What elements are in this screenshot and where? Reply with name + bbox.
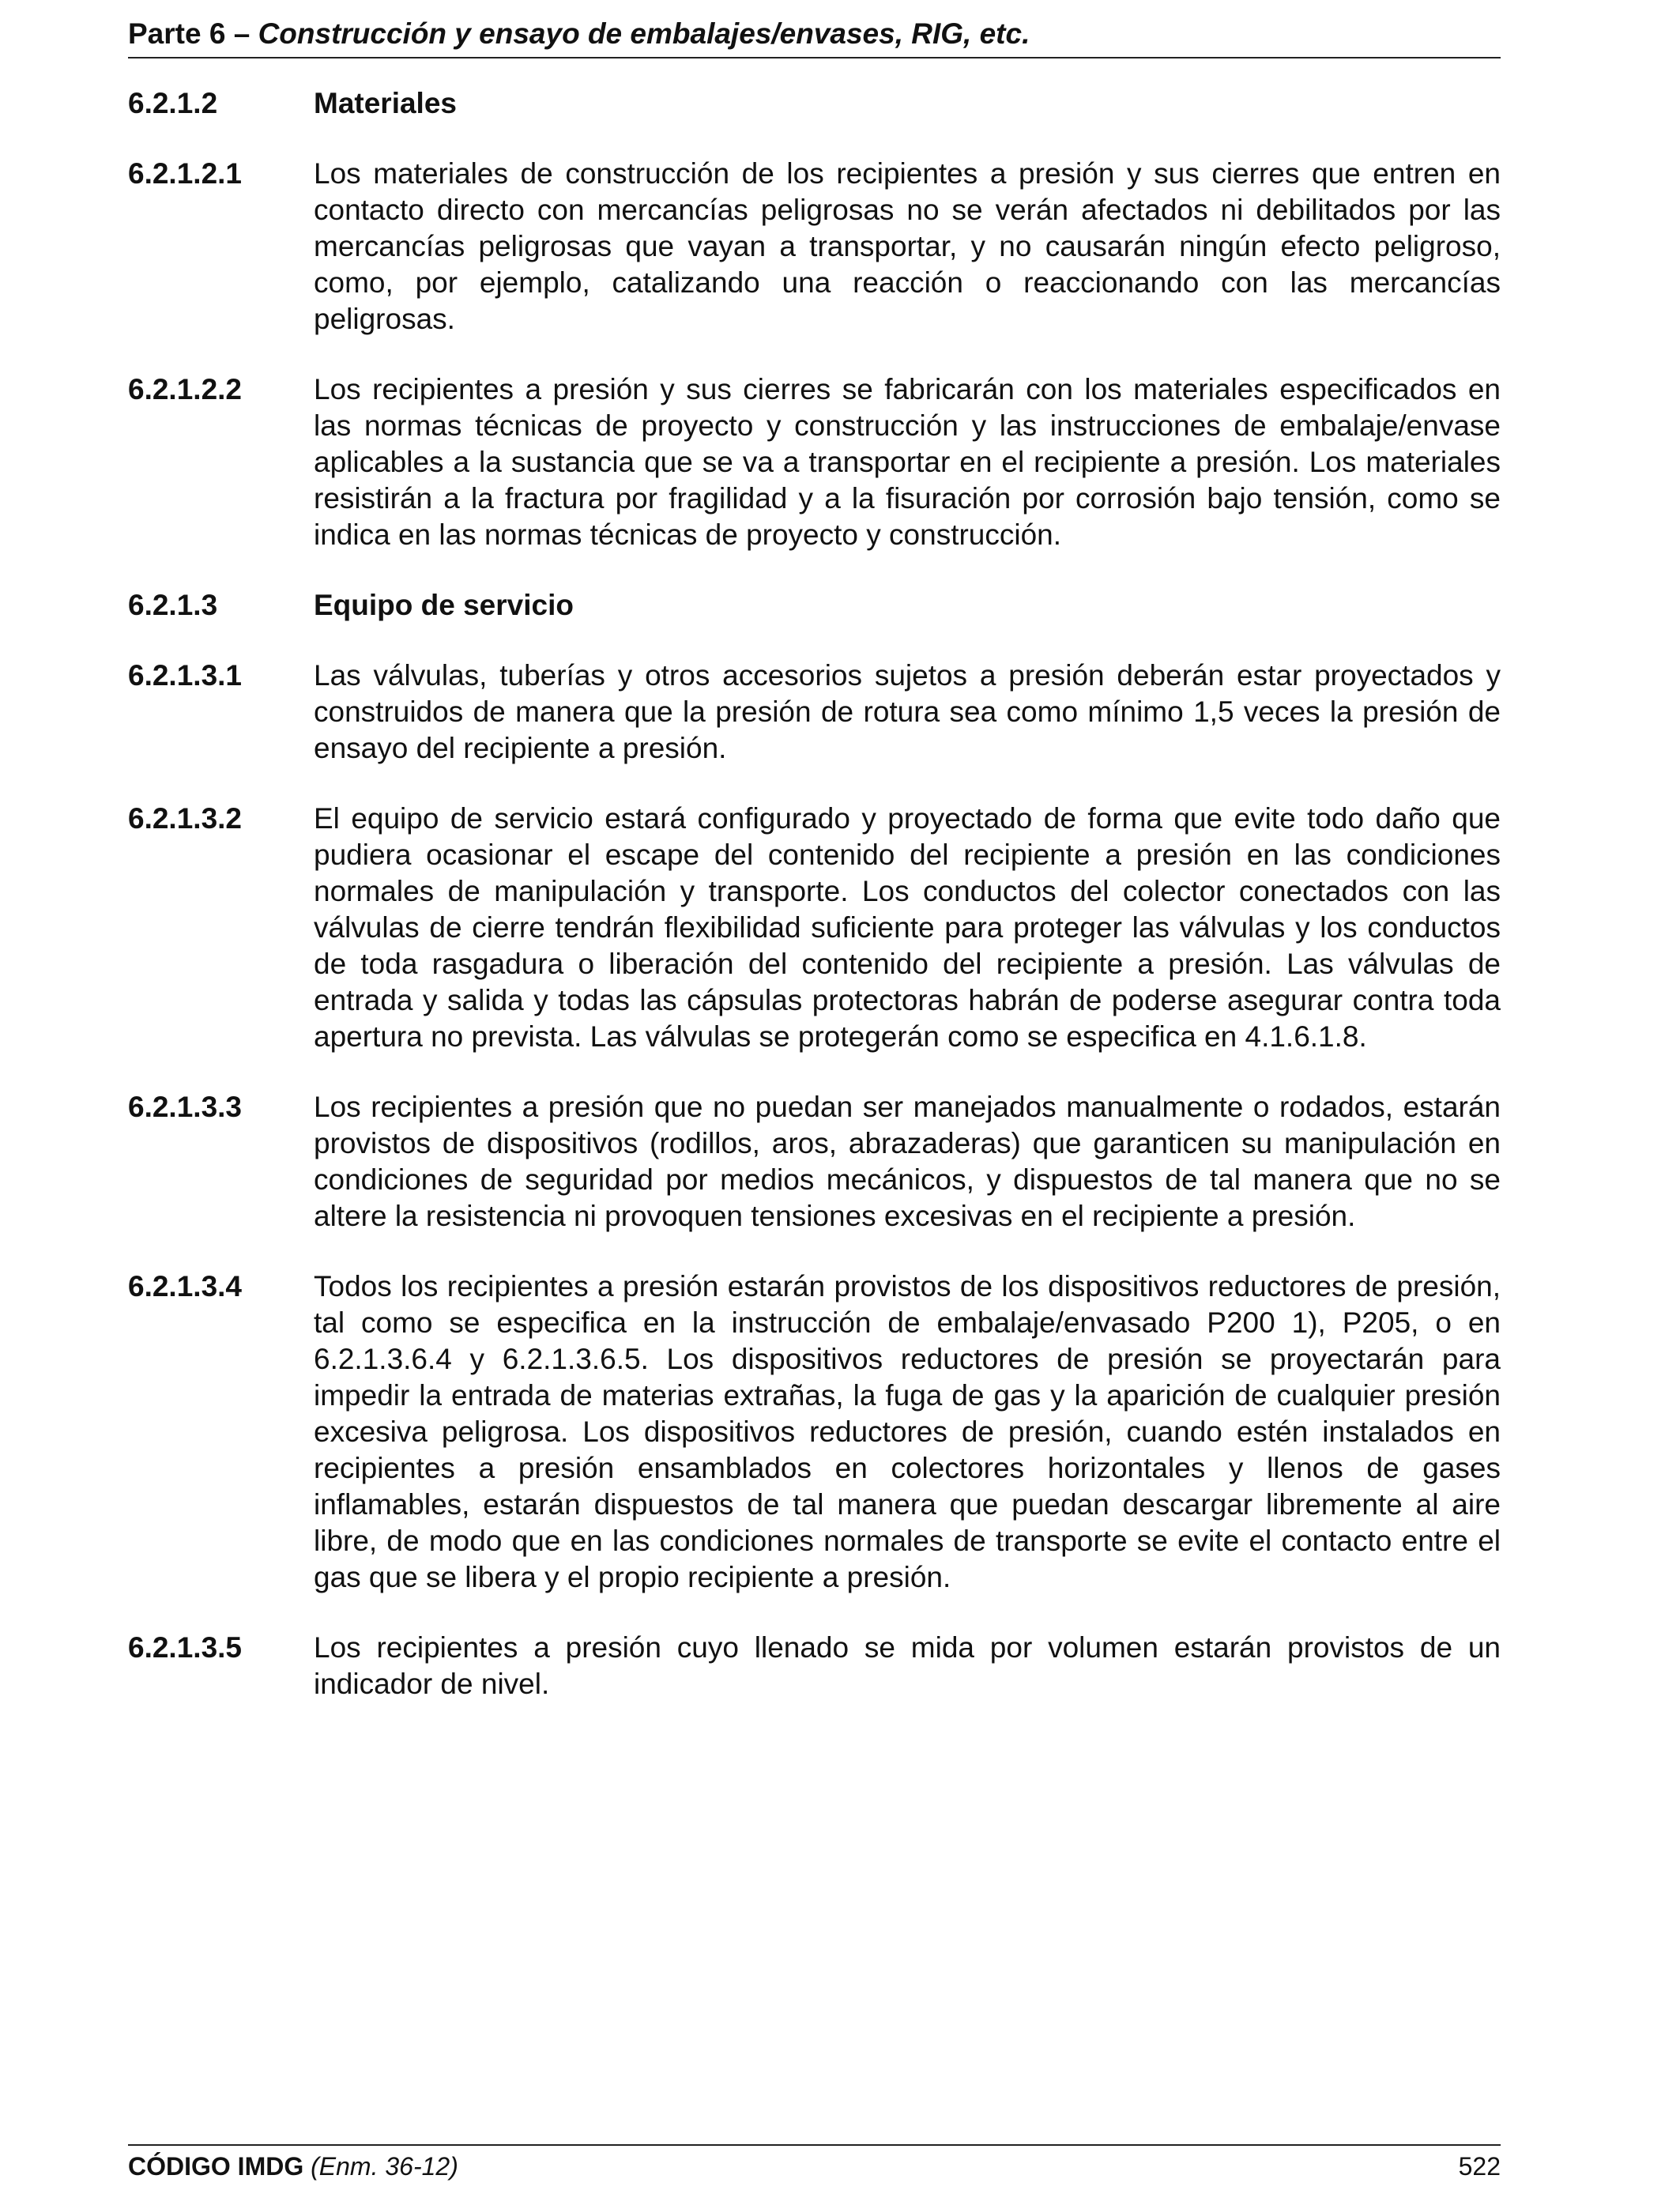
- paragraph: [128, 1269, 1501, 1596]
- paragraph: [128, 156, 1501, 337]
- paragraph: [128, 1630, 1501, 1702]
- paragraph-number: 6.2.1.2.2: [128, 373, 243, 405]
- paragraph-text: Los recipientes a presión cuyo llenado se mida por volumen estarán provistos de un indicador de nivel.: [314, 1631, 1501, 1700]
- paragraph-text: Los materiales de construcción de los recipientes a presión y sus cierres que entren en contacto directo con mercancías peligrosas no se verán afectados ni debilitados por las mercancías peligrosas que vayan a transportar, y no causarán ningún efecto peligroso, como, por ejemplo, catalizando una reacción o reaccionando con las mercancías peligrosas.: [314, 157, 1501, 335]
- header-part: Parte 6 –: [128, 17, 250, 50]
- paragraph-number: 6.2.1.3.2: [128, 802, 243, 835]
- paragraph-number: 6.2.1.2.1: [128, 157, 243, 190]
- paragraph-text: Las válvulas, tuberías y otros accesorios sujetos a presión deberán estar proyectados y construidos de manera que la presión de rotura sea como mínimo 1,5 veces la presión de ensayo del recipiente a presión.: [314, 659, 1501, 764]
- paragraph-text: El equipo de servicio estará configurado y proyectado de forma que evite todo daño que pudiera ocasionar el escape del contenido del recipiente a presión en las condiciones normales de manipulación y transporte. Los conductos del colector conectados con las válvulas de cierre tendrán flexibilidad suficiente para proteger las válvulas y los conductos de toda rasgadura o liberación del contenido del recipiente a presión. Las válvulas de entrada y salida y todas las cápsulas protectoras habrán de poderse asegurar contra toda apertura no prevista. Las válvulas se protegerán como se especifica en 4.1.6.1.8.: [314, 802, 1501, 1053]
- page-header: [128, 16, 1501, 58]
- section-heading: [128, 85, 1501, 122]
- paragraph: [128, 801, 1501, 1055]
- paragraph-number: 6.2.1.3.3: [128, 1091, 243, 1123]
- page-footer: [128, 2144, 1501, 2182]
- section-title: Materiales: [314, 87, 457, 119]
- paragraph: [128, 658, 1501, 767]
- document-body: [128, 85, 1501, 1702]
- section-title: Equipo de servicio: [314, 589, 574, 621]
- page-number: 522: [1458, 2152, 1501, 2181]
- footer-amendment: (Enm. 36-12): [311, 2152, 458, 2181]
- section-heading: [128, 587, 1501, 624]
- header-title: Construcción y ensayo de embalajes/envases, RIG, etc.: [258, 17, 1030, 50]
- paragraph: [128, 1089, 1501, 1235]
- paragraph-text: Los recipientes a presión y sus cierres se fabricarán con los materiales especificados en las normas técnicas de proyecto y construcción y las instrucciones de embalaje/envase aplicables a la sustancia que se va a transportar en el recipiente a presión. Los materiales resistirán a la fractura por fragilidad y a la fisuración por corrosión bajo tensión, como se indica en las normas técnicas de proyecto y construcción.: [314, 373, 1501, 551]
- paragraph-text: Todos los recipientes a presión estarán provistos de los dispositivos reductores de presión, tal como se especifica en la instrucción de embalaje/envasado P200 1), P205, o en 6.2.1.3.6.4 y 6.2.1.3.6.5. Los dispositivos reductores de presión se proyectarán para impedir la entrada de materias extrañas, la fuga de gas y la aparición de cualquier presión excesiva peligrosa. Los dispositivos reductores de presión, cuando estén instalados en recipientes a presión ensamblados en colectores horizontales y llenos de gases inflamables, estarán dispuestos de tal manera que puedan descargar libremente al aire libre, de modo que en las condiciones normales de transporte se evite el contacto entre el gas que se libera y el propio recipiente a presión.: [314, 1270, 1501, 1593]
- section-number: 6.2.1.2: [128, 87, 218, 119]
- footer-left: [128, 2151, 458, 2182]
- section-number: 6.2.1.3: [128, 589, 218, 621]
- paragraph-number: 6.2.1.3.5: [128, 1631, 243, 1664]
- paragraph-number: 6.2.1.3.4: [128, 1270, 243, 1302]
- paragraph: [128, 371, 1501, 553]
- paragraph-number: 6.2.1.3.1: [128, 659, 243, 692]
- footer-code: CÓDIGO IMDG: [128, 2152, 304, 2181]
- paragraph-text: Los recipientes a presión que no puedan ser manejados manualmente o rodados, estarán provistos de dispositivos (rodillos, aros, abrazaderas) que garanticen su manipulación en condiciones de seguridad por medios mecánicos, y dispuestos de tal manera que no se altere la resistencia ni provoquen tensiones excesivas en el recipiente a presión.: [314, 1091, 1501, 1232]
